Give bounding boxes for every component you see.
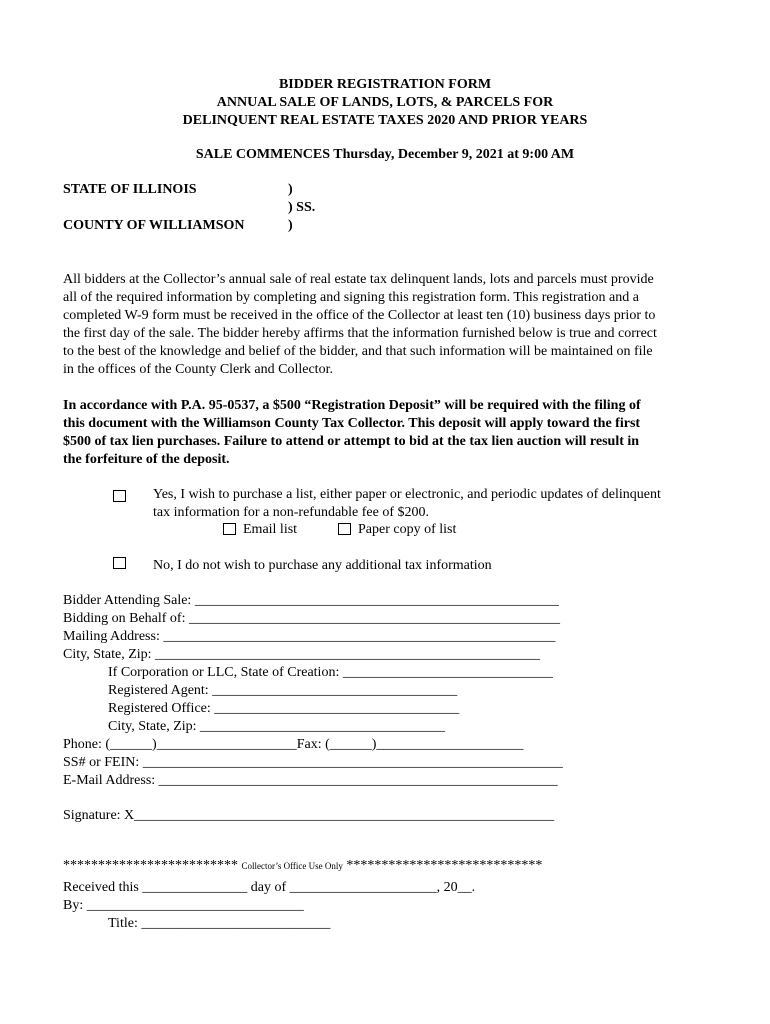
intro-line: the first day of the sale. The bidder hereby affirms that the information furnished below is true and correct xyxy=(63,326,657,341)
form-title-line-1: BIDDER REGISTRATION FORM xyxy=(278,77,492,92)
intro-line: All bidders at the Collector’s annual sale of real estate tax delinquent lands, lots and parcels must provide xyxy=(63,272,654,287)
ssn-fein-field[interactable]: SS# or FEIN: ____________________________________________________________ xyxy=(63,755,563,770)
intro-line: to the best of the knowledge and belief of the bidder, and that such information will be maintained on file xyxy=(63,344,653,359)
yes-purchase-text xyxy=(153,486,661,522)
bidding-on-behalf-field[interactable]: Bidding on Behalf of: _____________________________________________________ xyxy=(63,611,560,626)
corp-state-field[interactable]: If Corporation or LLC, State of Creation: ______________________________ xyxy=(108,665,553,680)
received-field[interactable]: Received this _______________ day of _____________________, 20__. xyxy=(63,880,476,895)
deposit-line: this document with the Williamson County Tax Collector. This deposit will apply toward the first xyxy=(63,416,641,431)
signature-field[interactable]: Signature: X____________________________________________________________ xyxy=(63,808,555,823)
email-list-label: Email list xyxy=(243,522,298,537)
paren-1: ) xyxy=(288,182,293,197)
deposit-line: $500 of tax lien purchases. Failure to attend or attempt to bid at the tax lien auction will result in xyxy=(63,434,640,449)
email-field[interactable]: E-Mail Address: _________________________________________________________ xyxy=(63,773,558,788)
phone-fax-field[interactable]: Phone: (______)____________________Fax: (______)_____________________ xyxy=(63,737,524,752)
paren-ss: ) SS. xyxy=(288,200,316,215)
email-list-checkbox[interactable] xyxy=(223,523,236,535)
paper-copy-checkbox[interactable] xyxy=(338,523,351,535)
state-label: STATE OF ILLINOIS xyxy=(63,182,197,197)
paper-copy-label: Paper copy of list xyxy=(358,522,457,537)
stars-left: ************************* xyxy=(63,858,238,873)
office-use-divider xyxy=(63,858,542,874)
by-field[interactable]: By: _______________________________ xyxy=(63,898,304,913)
paren-3: ) xyxy=(288,218,293,233)
intro-line: all of the required information by completing and signing this registration form. This registration and a xyxy=(63,290,639,305)
yes-purchase-line-1: Yes, I wish to purchase a list, either paper or electronic, and periodic updates of delinquent xyxy=(153,487,661,502)
registered-agent-field[interactable]: Registered Agent: ___________________________________ xyxy=(108,683,458,698)
yes-purchase-checkbox[interactable] xyxy=(113,490,126,502)
no-purchase-checkbox[interactable] xyxy=(113,557,126,569)
intro-line: in the offices of the County Clerk and Collector. xyxy=(63,362,333,377)
corp-city-state-zip-field[interactable]: City, State, Zip: ___________________________________ xyxy=(108,719,446,734)
no-purchase-label: No, I do not wish to purchase any additional tax information xyxy=(153,558,492,573)
registered-office-field[interactable]: Registered Office: ___________________________________ xyxy=(108,701,460,716)
deposit-line: In accordance with P.A. 95-0537, a $500 “Registration Deposit” will be required with the filing of xyxy=(63,398,641,413)
deposit-line: the forfeiture of the deposit. xyxy=(63,452,230,467)
deposit-paragraph xyxy=(63,397,641,469)
form-title-line-2: ANNUAL SALE OF LANDS, LOTS, & PARCELS FOR xyxy=(216,95,554,110)
city-state-zip-field[interactable]: City, State, Zip: _______________________________________________________ xyxy=(63,647,541,662)
office-use-label: Collector’s Office Use Only xyxy=(241,861,343,871)
mailing-address-field[interactable]: Mailing Address: ________________________________________________________ xyxy=(63,629,556,644)
bidder-attending-field[interactable]: Bidder Attending Sale: ____________________________________________________ xyxy=(63,593,559,608)
county-label: COUNTY OF WILLIAMSON xyxy=(63,218,245,233)
yes-purchase-line-2: tax information for a non-refundable fee of $200. xyxy=(153,505,430,520)
form-title xyxy=(0,76,770,130)
intro-paragraph xyxy=(63,271,657,379)
stars-right: **************************** xyxy=(346,858,543,873)
form-title-line-3: DELINQUENT REAL ESTATE TAXES 2020 AND PRIOR YEARS xyxy=(182,113,588,128)
sale-commences: SALE COMMENCES Thursday, December 9, 2021 at 9:00 AM xyxy=(195,147,575,162)
title-field[interactable]: Title: ___________________________ xyxy=(108,916,331,931)
intro-line: completed W-9 form must be received in the office of the Collector at least ten (10) business days prior to xyxy=(63,308,656,323)
